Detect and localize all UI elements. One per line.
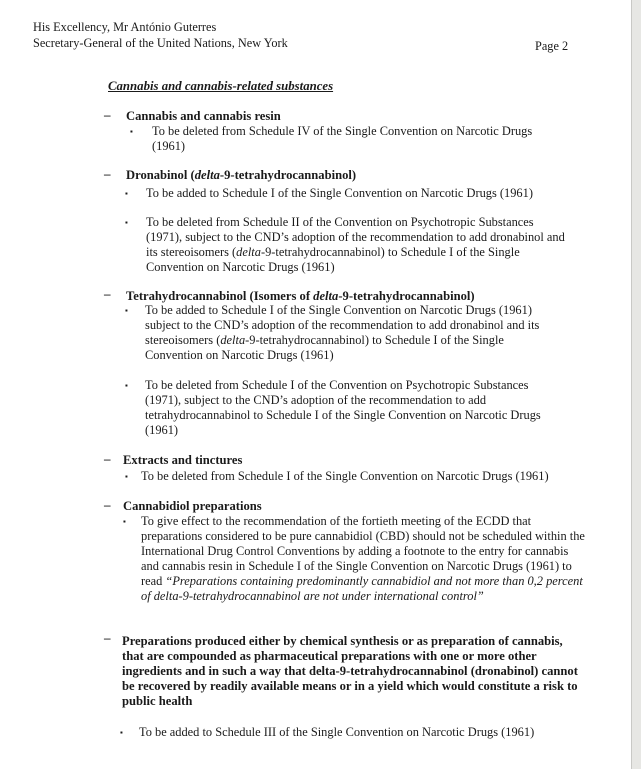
addressee-title-line: Secretary-General of the United Nations, New York — [33, 36, 288, 50]
bullet-marker: ▪ — [125, 381, 128, 390]
bullet-text: To give effect to the recommendation of the fortieth meeting of the ECDD that preparations considered to be pure cannabidiol (CBD) should not be scheduled within the International Drug Control Conventions by adding a footnote to the entry for cannabis and cannabis resin in Schedule I of the Single Convention on Narcotic Drugs (1961) to read “Preparations containing predominantly cannabidiol and not more than 0,2 percent of delta-9-tetrahydrocannabinol are not under international control” — [141, 514, 585, 603]
item-heading-cannabis: Cannabis and cannabis resin — [126, 109, 281, 123]
bullet-marker: ▪ — [123, 517, 126, 526]
letter-header — [33, 19, 288, 51]
item-dash: – — [104, 286, 111, 301]
bullet-text: To be deleted from Schedule II of the Convention on Psychotropic Substances (1971), subject to the CND’s adoption of the recommendation to add dronabinol and its stereoisomers (delta-9-tetrahydrocannabinol) to Schedule I of the Single Convention on Narcotic Drugs (1961) — [146, 215, 565, 274]
bullet-marker: ▪ — [120, 728, 123, 737]
section-title: Cannabis and cannabis-related substances — [108, 79, 334, 93]
item-heading-cbd: Cannabidiol preparations — [123, 499, 262, 513]
item-heading-thc: Tetrahydrocannabinol (Isomers of delta-9-tetrahydrocannabinol) — [126, 289, 475, 303]
bullet-marker: ▪ — [125, 472, 128, 481]
item-heading-preparations: Preparations produced either by chemical synthesis or as preparation of cannabis, that are compounded as pharmaceutical preparations with one or more other ingredients and in such a way that delta-9-tetrahydrocannabinol (dronabinol) cannot be recovered by readily available means or in a yield which would constitute a risk to public health — [122, 634, 578, 708]
bullet-text: To be added to Schedule III of the Single Convention on Narcotic Drugs (1961) — [139, 725, 535, 739]
bullet-text: To be added to Schedule I of the Single Convention on Narcotic Drugs (1961) — [146, 186, 533, 200]
bullet-marker: ▪ — [130, 127, 133, 136]
bullet-marker: ▪ — [125, 189, 128, 198]
bullet-text: To be added to Schedule I of the Single Convention on Narcotic Drugs (1961) subject to the CND’s adoption of the recommendation to add dronabinol and its stereoisomers (delta-9-tetrahydrocannabinol) to Schedule I of the Single Convention on Narcotic Drugs (1961) — [145, 303, 540, 362]
bullet-text: To be deleted from Schedule IV of the Single Convention on Narcotic Drugs (1961) — [152, 124, 533, 153]
item-heading-extracts: Extracts and tinctures — [123, 453, 243, 467]
bullet-marker: ▪ — [125, 218, 128, 227]
item-dash: – — [104, 630, 111, 645]
item-dash: – — [104, 166, 111, 181]
item-heading-dronabinol: Dronabinol (delta-9-tetrahydrocannabinol) — [126, 168, 357, 182]
page-edge — [632, 0, 641, 769]
item-dash: – — [104, 497, 111, 512]
bullet-text: To be deleted from Schedule I of the Single Convention on Narcotic Drugs (1961) — [141, 469, 549, 483]
item-dash: – — [104, 451, 111, 466]
bullet-text: To be deleted from Schedule I of the Convention on Psychotropic Substances (1971), subject to the CND’s adoption of the recommendation to add tetrahydrocannabinol to Schedule I of the Single Convention on Narcotic Drugs (1961) — [145, 378, 541, 437]
addressee-line: His Excellency, Mr António Guterres — [33, 20, 217, 34]
page-number: Page 2 — [535, 39, 569, 53]
bullet-marker: ▪ — [125, 306, 128, 315]
item-dash: – — [104, 107, 111, 122]
